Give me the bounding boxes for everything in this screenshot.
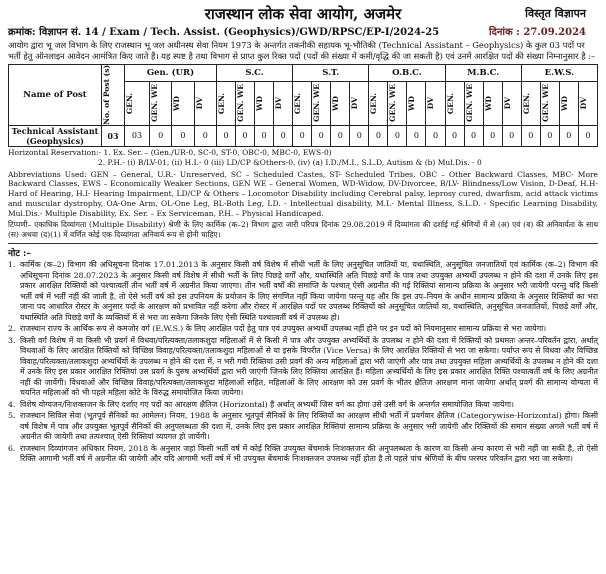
note-item [8,324,598,335]
group-header: O.B.C. [369,64,445,81]
subcategory-label: WD [483,95,493,111]
subcategory-header [172,81,194,125]
subcategory-label: WD [407,95,417,111]
vacancy-value: 0 [172,125,194,146]
subcategory-header [578,81,597,125]
group-header: S.T. [293,64,369,81]
vacancy-value: 0 [274,125,293,146]
tippani-text: टिप्पणी– एकाधिक दिव्यांगता (Multiple Disability) श्रेणी के लिए कार्मिक (क–2) विभाग द्वारा जारी परिपत्र दिनांक 29.08.2019 में दिव्यांगता की दर्शाई गई श्रेणियों में से (अ) एवं (ब) की अनिवार्यता के साथ (स) अथवा (द)(1) में वर्णित कोई एक दिव्यांगता अनिवार्य रूप से होनी चाहिए। [8,220,598,240]
subcategory-header [445,81,464,125]
subcategory-label: DV [426,97,436,110]
note-item [8,411,598,443]
subcategory-label: GEN. WE [540,84,550,123]
vacancy-value: 0 [445,125,464,146]
note-text: राजस्थान सिविल सेवा (भूतपूर्व सैनिकों का आमेलन) नियम, 1988 के अनुसार भूतपूर्व सैनिकों के लिए रिक्तियों का आरक्षण सीधी भर्ती में प्रवर्गवार क्षैतिज (Categorywise-Horizontal) होगा। किसी वर्ष विशेष में पात्र और उपयुक्त भूतपूर्व सैनिकों की अनुपलब्धता की दशा में, उनके लिए इस प्रकार आरक्षित रिक्तियां सामान्य प्रक्रिया के अनुसार भरी जायेगी और रिक्तियों की समान संख्या अगले भर्ती वर्ष में अग्रनीत की जायेगी तथा तत्पश्चात् ऐसी रिक्तियां व्यपगत हो जायेंगी। [20,411,598,442]
nop-header: No. of Post (s) [102,64,111,125]
vacancy-value: 0 [559,125,578,146]
group-header: E.W.S. [521,64,597,81]
vacancy-value: 0 [194,125,216,146]
vacancy-value: 0 [483,125,502,146]
advertisement-badge: विस्तृत विज्ञापन [525,7,586,20]
subcategory-header [149,81,171,125]
note-number: 6. [8,443,16,453]
vacancy-value: 0 [149,125,171,146]
vacancy-value: 0 [350,125,369,146]
horizontal-reservation-ph: 2. P.H.- (i) B/LV-01, (ii) H.I.- 0 (iii) LD/CP &Others-0, (iv) (a) I.D./M.I., S.L.D, Autism & (b) Mul.Dis. - 0 [98,157,482,167]
subcategory-header [125,81,150,125]
reference-date: दिनांक : 27.09.2024 [488,27,586,38]
subcategory-label: DV [350,97,360,110]
subcategory-label: GEN. [521,92,531,114]
document-header [8,4,598,24]
subcategory-label: DV [502,97,512,110]
divider [8,243,598,244]
vacancy-value: 0 [331,125,350,146]
vacancy-value: 0 [312,125,331,146]
subcategory-header [216,81,235,125]
subcategory-header [407,81,426,125]
note-item [8,444,598,465]
intro-paragraph: आयोग द्वारा भू जल विभाग के लिए राजस्थान भू जल अधीनस्थ सेवा नियम 1973 के अन्तर्गत तकनीकी सहायक भू-भौतिकी (Technical Assistant – Geophysics) के कुल 03 पदों पर भर्ती हेतु ऑनलाइन आवेदन आमंत्रित किए जाते हैं। यह स्पष्ट है तथा विभाग से प्राप्त कुल रिक्त पदों (पदों की संख्या में कमी/वृद्धि की जा सकती है) एवं उनमें आरक्षित पदों की संख्या निम्नानुसार है :– [8,40,596,61]
vacancy-value: 0 [255,125,274,146]
subcategory-label: GEN. [125,92,134,114]
post-count-cell: 03 [102,125,125,146]
subcategory-label: GEN. [369,92,379,114]
subcategory-header [312,81,331,125]
vacancy-table [8,64,598,147]
subcategory-header [502,81,521,125]
subcategory-header [559,81,578,125]
reference-number: क्रमांक: विज्ञापन सं. 14 / Exam / Tech. Assist. (Geophysics)/GWD/RPSC/EP-I/2024-25 [8,27,440,38]
subcategory-label: WD [331,95,341,111]
note-number: 3. [8,335,16,345]
post-name-header: Name of Post [9,64,102,125]
note-item [8,400,598,411]
group-header: S.C. [216,64,292,81]
vacancy-value: 03 [125,125,150,146]
subcategory-label: WD [255,95,265,111]
table-row [9,125,598,146]
subcategory-label: WD [559,95,569,111]
vacancy-value: 0 [540,125,559,146]
subcategory-header [236,81,255,125]
note-number: 5. [8,411,16,421]
subcategory-label: GEN. [293,92,303,114]
vacancy-value: 0 [464,125,483,146]
reference-line [8,24,598,38]
subcategory-header [331,81,350,125]
horizontal-reservation: Horizontal Reservation:- 1. Ex. Ser. – (Gen./UR-0, SC-0, ST-0, OBC-0, MBC-0, EWS-0) [8,147,332,157]
group-header: Gen. (UR) [125,64,217,81]
subcategory-label: GEN. WE [464,84,474,123]
group-header: M.B.C. [445,64,521,81]
notes-title: नोट :– [8,248,31,259]
note-text: राजस्थान दिव्यांगजन अधिकार नियम, 2018 के अनुसार जहां किसी भर्ती वर्ष में कोई रिक्ति उपयुक्त बेंचमार्क निःशक्तजन की अनुपलब्धता के कारण या किसी अन्य कारण से भरी नहीं जा सकी है, तो ऐसी रिक्ति आगामी भर्ती वर्ष में अग्रनीत की जायेगी और यदि आगामी भर्ती वर्ष में भी उपयुक्त बेंचमार्क निःशक्तजन उपलब्ध नहीं होता है तो पहले पांच श्रेणियों के बीच परस्पर परिवर्तन द्वारा भरा जा सकेगा। [20,443,598,464]
subcategory-label: DV [578,97,588,110]
subcategory-label: GEN. WE [312,84,322,123]
note-text: कार्मिक (क–2) विभाग की अधिसूचना दिनांक 17.01.2013 के अनुसार किसी वर्ष विशेष में सीधी भर्ती के लिए अनुसूचित जातियों या, यथास्थिति, अनुसूचित जनजातियों एवं कार्मिक (क–2) विभाग की अधिसूचना दिनांक 28.07.2023 के अनुसार किसी वर्ष विशेष में सीधी भर्ती के लिए पिछड़े वर्गों और, यथास्थिति अति पिछड़े वर्गों के पात्र तथा उपयुक्त अभ्यर्थी उपलब्ध न होने की दशा में उनके लिए इस प्रकार आरक्षित रिक्तियों को पश्चात्वर्ती तीन भर्ती वर्ष में अग्रनीत किया जाएगा। तीन भर्ती वर्षों की समाप्ति के पश्चात् ऐसी अग्रनीत की गई रिक्तियां सामान्य प्रक्रिया के अनुसार भरी जायेगी परन्तु यदि किसी भर्ती वर्ष में भर्ती नहीं की जाती है, तो ऐसे भर्ती वर्ष को इस उपनियम के प्रयोजन के लिए संगणित नहीं किया जायेगा परन्तु यह और कि इस उप–नियम के अधीन सामान्य प्रक्रिया के अनुसार रिक्तियों का भरा जाना पद आधारित रोस्टर के अनुसार पदों के आरक्षण को प्रभावित नहीं करेगा और रोस्टर में आरक्षित पदों पर उपलब्ध रिक्तियों को अनुसूचित जातियों या, यथास्थिति, अनुसूचित जनजातियों, पिछड़े वर्गों और, यथास्थिति अति पिछड़े वर्गों के व्यक्तियों में से भरा जा सकेगा जिनके लिए ऐसी स्थिति पश्चात्वर्ती वर्ष में उपलब्ध हो। [20,259,598,322]
vacancy-value: 0 [407,125,426,146]
vacancy-value: 0 [369,125,388,146]
subcategory-label: WD [172,95,182,111]
subcategory-header [274,81,293,125]
subcategory-header [483,81,502,125]
subcategory-header [350,81,369,125]
subcategory-label: GEN. [445,92,455,114]
subcategory-header [255,81,274,125]
subcategory-label: DV [194,97,204,110]
post-name-cell: Technical Assistant (Geophysics) [9,125,102,146]
note-text: किसी वर्ग विशेष में या किसी भी प्रवर्ग में विधवा/परित्यक्ता/तलाकशुदा महिलाओं में से किसी में पात्र और उपयुक्त अभ्यर्थियों के उपलब्ध न होने की दशा में रिक्तियों को प्रथमतः अन्तर–परिवर्तन द्वारा, अर्थात् विधवाओं के लिए आरक्षित रिक्तियों को विच्छिन्न विवाह/परित्यक्ता/तलाकशुदा महिलाओं से या इसके विपरीत (Vice Versa) के लिए आरक्षित रिक्तियों से भरा जा सकेगा। पर्याप्त रूप से विधवा और विच्छिन्न विवाह/परित्यक्ता/तलाकशुदा अभ्यर्थियों के उपलब्ध न होने की दशा में, न भरी गयी रिक्तियां उसी प्रवर्ग की अन्य महिलाओं द्वारा भरी जाएंगी और पात्र तथा उपयुक्त महिला अभ्यर्थियों के उपलब्ध न होने की दशा में उनके लिए इस प्रकार आरक्षित रिक्तियां उस प्रवर्ग के पुरुष अभ्यर्थियों द्वारा भरी जाएंगी जिनके लिए रिक्तियां आरक्षित हैं। महिला अभ्यर्थियों के लिए इस प्रकार आरक्षित रिक्ति पश्चात्वर्ती वर्ष के लिए अग्रनीत नहीं की जायेंगी। विधवाओं और विच्छिन्न विवाह/परित्यक्ता/तलाकशुदा महिलाओं सहित, महिलाओं के लिए आरक्षण को उस प्रवर्ग के भीतर क्षैतिज आरक्षण माना जायेगा अर्थात् प्रवर्ग की सामान्य योग्यता में चयनित महिलाओं को भी पहले महिला कोटे के विरुद्ध समायोजित किया जायेगा। [20,335,598,398]
vacancy-value: 0 [293,125,312,146]
table-group-header-row [9,64,598,81]
subcategory-header [540,81,559,125]
subcategory-label: GEN. WE [149,84,159,123]
subcategory-label: DV [274,97,284,110]
nop-header-cell [102,64,125,125]
subcategory-header [464,81,483,125]
subcategory-header [521,81,540,125]
subcategory-label: GEN. WE [388,84,398,123]
page-title: राजस्थान लोक सेवा आयोग, अजमेर [204,5,402,23]
subcategory-label: GEN. [216,92,226,114]
vacancy-value: 0 [388,125,407,146]
vacancy-value: 0 [216,125,235,146]
note-number: 1. [8,259,16,269]
vacancy-value: 0 [236,125,255,146]
subcategory-header [426,81,445,125]
note-text: राजस्थान राज्य के आर्थिक रूप से कमजोर वर्ग (E.W.S.) के लिए आरक्षित पदों हेतु पात्र एवं उपयुक्त अभ्यर्थी उपलब्ध नहीं होने पर इन पदों को नियमानुसार सामान्य प्रक्रिया से भरा जायेगा। [20,324,547,334]
note-number: 2. [8,324,16,334]
note-text: विशेष योग्यजन/निःशक्तजन के लिए दर्शाए गए पदों का आरक्षण क्षैतिज (Horizontal) है अर्थात् अभ्यर्थी जिस वर्ग का होगा उसे उसी वर्ग के अन्तर्गत समायोजित किया जायेगा। [20,399,514,409]
subcategory-header [293,81,312,125]
vacancy-value: 0 [578,125,597,146]
note-item [8,260,598,323]
notes-list [8,260,598,465]
subcategory-header [388,81,407,125]
vacancy-value: 0 [502,125,521,146]
vacancy-value: 0 [426,125,445,146]
subcategory-header [194,81,216,125]
vacancy-value: 0 [521,125,540,146]
subcategory-label: GEN. WE [236,84,246,123]
abbreviations-text: Abbreviations Used: GEN – General, U.R.- Unreserved, SC – Scheduled Castes, ST- Scheduled Tribes, OBC – Other Backward Classes, MBC- More Backward Classes, EWS – Economically Weaker Sections, GEN WE – General Women, WD-Widow, DV-Divorcee, B/LV- Blindness/Low Vision, D-Deaf, H.H-Hard of Hearing, H.I- Hearing Impairment, LD/CP & Others – Locomotor Disability including Cerebral palsy, leprosy cured, dwarfism, acid attack victims and muscular dystrophy, OA-One Arm, OL-One Leg, BL-Both Leg, I.D. - Intellectual disability, M.I.- Mental Illness, S.L.D. - Specific Learning Disability, Mul.Dis.- Multiple Disability, Ex. Ser. – Ex Serviceman, P.H. – Physical Handicaped. [8,169,598,218]
subcategory-header [369,81,388,125]
note-number: 4. [8,399,16,409]
note-item [8,336,598,399]
